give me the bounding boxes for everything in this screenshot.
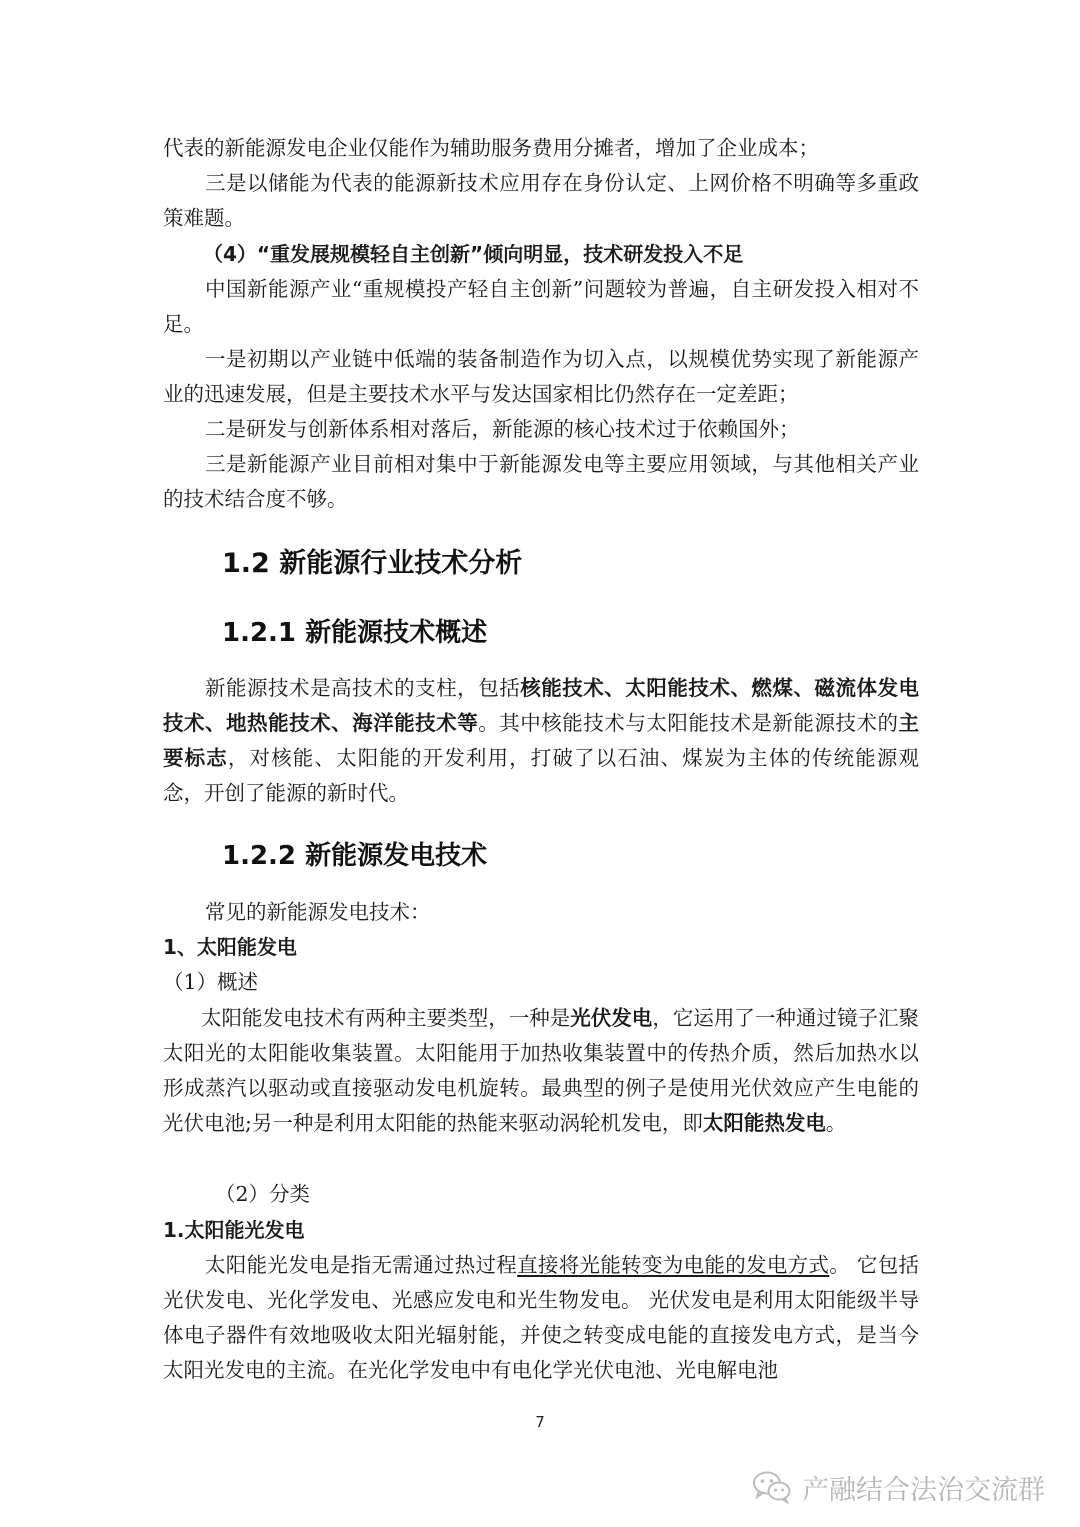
subsection-heading: （4）“重发展规模轻自主创新”倾向明显，技术研发投入不足: [203, 242, 744, 266]
overview-paragraph: [163, 671, 919, 811]
watermark: [752, 1467, 1045, 1507]
text-run: ，它运用了一种通过镜子汇聚太阳光的太阳能收集装置。太阳能用于加热收集装置中的传热介质，然后加热水以形成蒸汽以驱动或直接驱动发电机旋转。最典型的例子是使用光伏效应产生电能的光伏电池;另一种是利用太阳能的热能来驱动涡轮机发电，即: [163, 1006, 920, 1135]
paragraph: 三是新能源产业目前相对集中于新能源发电等主要应用领域，与其他相关产业的技术结合度不够。: [163, 452, 919, 511]
text-run: 。其中核能技术与太阳能技术是新能源技术的: [478, 711, 899, 735]
text-run: 。: [825, 1111, 847, 1135]
paragraph: 中国新能源产业“重规模投产轻自主创新”问题较为普遍，自主研发投入相对不足。: [163, 277, 919, 336]
pv-paragraph: [163, 1248, 919, 1388]
section-heading: 1.2 新能源行业技术分析: [222, 548, 523, 579]
paragraph: 二是研发与创新体系相对落后，新能源的核心技术过于依赖国外；: [205, 417, 800, 441]
paragraph: 代表的新能源发电企业仅能作为辅助服务费用分摊者，增加了企业成本；: [163, 136, 819, 160]
subsection-heading: 1.2.2 新能源发电技术: [222, 841, 488, 871]
text-run: 。 它包括光伏发电、光化学发电、光感应发电和光生物发电。 光伏发电是利用太阳能级半导体电子器件有效地吸收太阳光辐射能，并使之转变成电能的直接发电方式，是当今太阳光发电的主流。在光化学发电中有电化学光伏电池、光电解电池: [163, 1253, 919, 1382]
item-heading: 1、太阳能发电: [163, 935, 297, 959]
solar-paragraph: [163, 1001, 919, 1141]
text-run: 新能源技术是高技术的支柱，包括: [205, 676, 521, 700]
page-number: 7: [535, 1413, 545, 1431]
item-heading: 1.太阳能光发电: [163, 1218, 305, 1242]
item-subheading: （2）分类: [215, 1182, 311, 1206]
underlined-text: 直接将光能转变为电能的发电方式: [517, 1253, 830, 1277]
subsection-heading: 1.2.1 新能源技术概述: [222, 618, 488, 648]
bold-text: 太阳能热发电: [702, 1111, 826, 1135]
text-run: ，对核能、太阳能的开发利用，打破了以石油、煤炭为主体的传统能源观念，开创了能源的新时代。: [163, 746, 920, 805]
bold-text: 光伏发电: [570, 1006, 653, 1030]
paragraph: 常见的新能源发电技术：: [205, 900, 431, 924]
watermark-text: 产融结合法治交流群: [802, 1474, 1045, 1506]
text-run: 太阳能光发电是指无需通过热过程: [205, 1253, 518, 1277]
bold-text: 主要标志: [163, 711, 920, 770]
paragraph: 一是初期以产业链中低端的装备制造作为切入点，以规模优势实现了新能源产业的迅速发展，但是主要技术水平与发达国家相比仍然存在一定差距；: [163, 347, 919, 406]
wechat-icon: [752, 1470, 792, 1504]
item-subheading: （1）概述: [163, 970, 259, 994]
paragraph: 三是以储能为代表的能源新技术应用存在身份认定、上网价格不明确等多重政策难题。: [163, 171, 919, 230]
text-run: 太阳能发电技术有两种主要类型，一种是: [201, 1006, 571, 1030]
bold-text: 核能技术、太阳能技术、燃煤、磁流体发电技术、地热能技术、海洋能技术等: [163, 676, 920, 735]
